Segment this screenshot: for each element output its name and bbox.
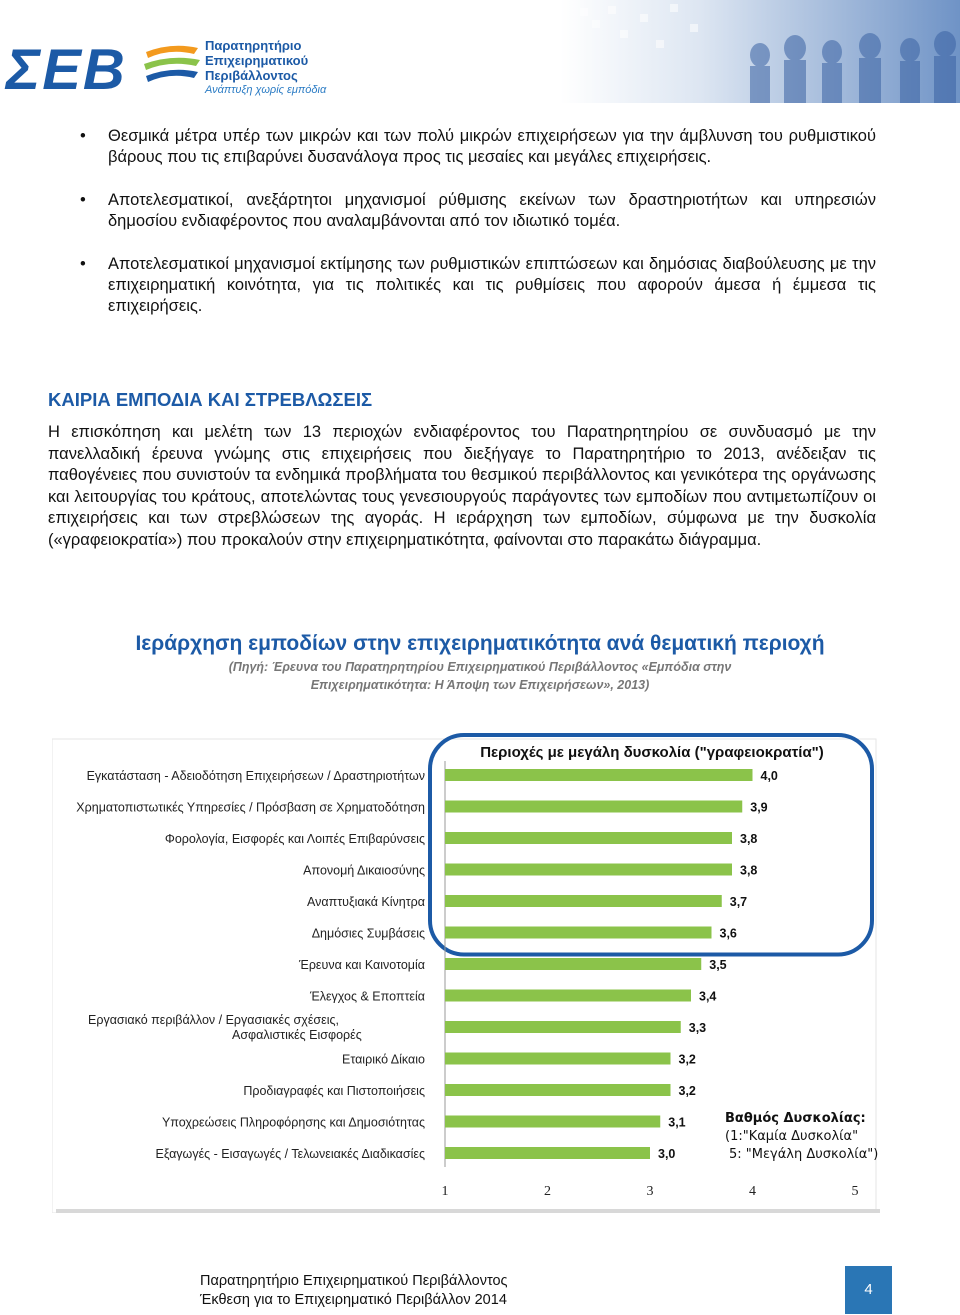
bar (445, 832, 732, 844)
chart-title: Ιεράρχηση εμποδίων στην επιχειρηματικότητα ανά θεματική περιοχή (135, 632, 825, 655)
observatory-tagline: Ανάπτυξη χωρίς εμπόδια (205, 84, 327, 96)
section-paragraph: Η επισκόπηση και μελέτη των 13 περιοχών ενδιαφέροντος του Παρατηρητηρίου σε συνδυασμό με την πανελλαδική έρευνα γνώμης στις επιχειρήσεις που διεξήγαγε το Παρατηρητήριο το 2013, ανέδειξαν τις παθογένειες που συνιστούν τα ενδημικά προβλήματα του θεσμικού περιβάλλοντος και γενικότερα της οργάνωσης και λειτουργίας του κράτους, αποτελώντας τους γενεσιουργούς παράγοντες των εμποδίων που αντιμετωπίζουν οι επιχειρήσεις και των στρεβλώσεων της αγοράς. Η ιεράρχηση των εμποδίων, σύμφωνα με την δυσκολία («γραφειοκρατία») που προκαλούν στην επιχειρηματικότητα, φαίνονται στο παρακάτω διάγραμμα. (48, 423, 876, 549)
footer-line-1: Παρατηρητήριο Επιχειρηματικού Περιβάλλοντος (200, 1273, 508, 1289)
x-tick-label: 5 (851, 1184, 859, 1199)
category-label: Έρευνα και Καινοτομία (299, 958, 425, 972)
data-label: 3,3 (688, 1021, 707, 1035)
footer-line-2: Έκθεση για το Επιχειρηματικό Περιβάλλον 2014 (200, 1292, 507, 1308)
bar (445, 1053, 671, 1065)
section-heading: ΚΑΙΡΙΑ ΕΜΠΟΔΙΑ ΚΑΙ ΣΤΡΕΒΛΩΣΕΙΣ (48, 389, 373, 410)
bar (445, 958, 701, 970)
data-label: 3,7 (729, 895, 748, 909)
data-label: 3,5 (709, 958, 727, 972)
bar (445, 895, 722, 907)
data-label: 3,8 (740, 863, 758, 878)
bar (445, 1084, 671, 1096)
chart-source (0, 658, 960, 694)
legend-title: Βαθμός Δυσκολίας: (725, 1111, 866, 1126)
bar (445, 1147, 650, 1159)
chart-panel-shadow (56, 1209, 880, 1213)
x-tick-label: 1 (441, 1184, 449, 1199)
data-label: 3,2 (678, 1084, 696, 1098)
category-label-line: Εργασιακό περιβάλλον / Εργασιακές σχέσεις, (88, 1013, 339, 1027)
legend-line-1: (1:"Καμία Δυσκολία" (725, 1129, 859, 1144)
x-tick-label: 3 (646, 1184, 654, 1199)
bar (445, 769, 753, 781)
data-label: 3,2 (678, 1052, 696, 1067)
data-label: 3,4 (699, 989, 717, 1004)
bullet-item: • Αποτελεσματικοί μηχανισμοί εκτίμησης των ρυθμιστικών επιπτώσεων και δημόσιας διαβούλευσης με την επιχειρηματική κοινότητα, για τις πολιτικές και τις ρυθμίσεις που αφορούν άμεσα ή έμμεσα τις επιχειρήσεις. (80, 254, 876, 317)
bullet-list (80, 126, 876, 339)
data-label: 3,8 (740, 832, 758, 846)
category-label: Έλεγχος & Εποπτεία (309, 989, 425, 1004)
bar (445, 864, 732, 876)
bullet-item: • Αποτελεσματικοί, ανεξάρτητοι μηχανισμοί ρύθμισης εκείνων των δραστηριοτήτων και υπηρεσιών δημοσίου ενδιαφέροντος που αναλαμβάνονται από τον ιδιωτικό τομέα. (80, 190, 876, 232)
chart-source-line-1: (Πηγή: Έρευνα του Παρατηρητηρίου Επιχειρηματικού Περιβάλλοντος «Εμπόδια στην (228, 660, 732, 674)
seb-logo-swoosh-icon (142, 38, 202, 94)
bar (445, 1116, 660, 1128)
obstacles-bar-chart (52, 733, 880, 1213)
category-label: Απονομή Δικαιοσύνης (303, 863, 425, 878)
page-header (0, 0, 960, 105)
x-tick-label: 2 (544, 1184, 551, 1199)
bullet-item: • Θεσμικά μέτρα υπέρ των μικρών και των πολύ μικρών επιχειρήσεων για την άμβλυνση του ρυθμιστικού βάρους που τις επιβαρύνει δυσανάλογα προς τις μεσαίες και μεγάλες επιχειρήσεις. (80, 126, 876, 168)
seb-logo: ΣΕΒ (6, 37, 127, 102)
observatory-logo-text (205, 38, 326, 98)
category-label: Αναπτυξιακά Κίνητρα (307, 895, 425, 909)
category-label: Υποχρεώσεις Πληροφόρησης και Δημοσιότητας (161, 1115, 425, 1130)
highlight-box-title: Περιοχές με μεγάλη δυσκολία ("γραφειοκρατία") (480, 744, 824, 761)
bar (445, 990, 691, 1002)
data-label: 3,0 (658, 1147, 676, 1161)
category-label-line: Ασφαλιστικές Εισφορές (232, 1028, 362, 1042)
data-label: 3,6 (719, 926, 737, 941)
bar (445, 927, 712, 939)
legend-line-2: 5: "Μεγάλη Δυσκολία") (729, 1147, 879, 1162)
observatory-line-1: Παρατηρητήριο (205, 38, 302, 53)
bar (445, 1021, 681, 1033)
category-label: Φορολογία, Εισφορές και Λοιπές Επιβαρύνσεις (164, 832, 425, 846)
observatory-line-2: Επιχειρηματικού (205, 53, 309, 68)
page-number: 4 (845, 1266, 892, 1314)
category-label: Εγκατάσταση - Αδειοδότηση Επιχειρήσεων / Δραστηριοτήτων (86, 769, 425, 783)
data-label: 4,0 (760, 769, 778, 783)
data-label: 3,9 (750, 800, 768, 815)
category-label: Εξαγωγές - Εισαγωγές / Τελωνειακές Διαδικασίες (155, 1147, 425, 1161)
category-label: Προδιαγραφές και Πιστοποιήσεις (243, 1084, 425, 1098)
observatory-line-3: Περιβάλλοντος (205, 68, 298, 83)
bar (445, 801, 742, 813)
data-label: 3,1 (668, 1115, 686, 1130)
category-label: Εταιρικό Δίκαιο (341, 1052, 425, 1067)
category-label: Δημόσιες Συμβάσεις (311, 926, 425, 941)
chart-source-line-2: Επιχειρηματικότητα: Η Άποψη των Επιχειρήσεων», 2013) (310, 678, 650, 692)
category-label: Χρηματοπιστωτικές Υπηρεσίες / Πρόσβαση σε Χρηματοδότηση (76, 800, 425, 815)
header-banner-image (560, 0, 960, 103)
x-tick-label: 4 (749, 1184, 756, 1199)
